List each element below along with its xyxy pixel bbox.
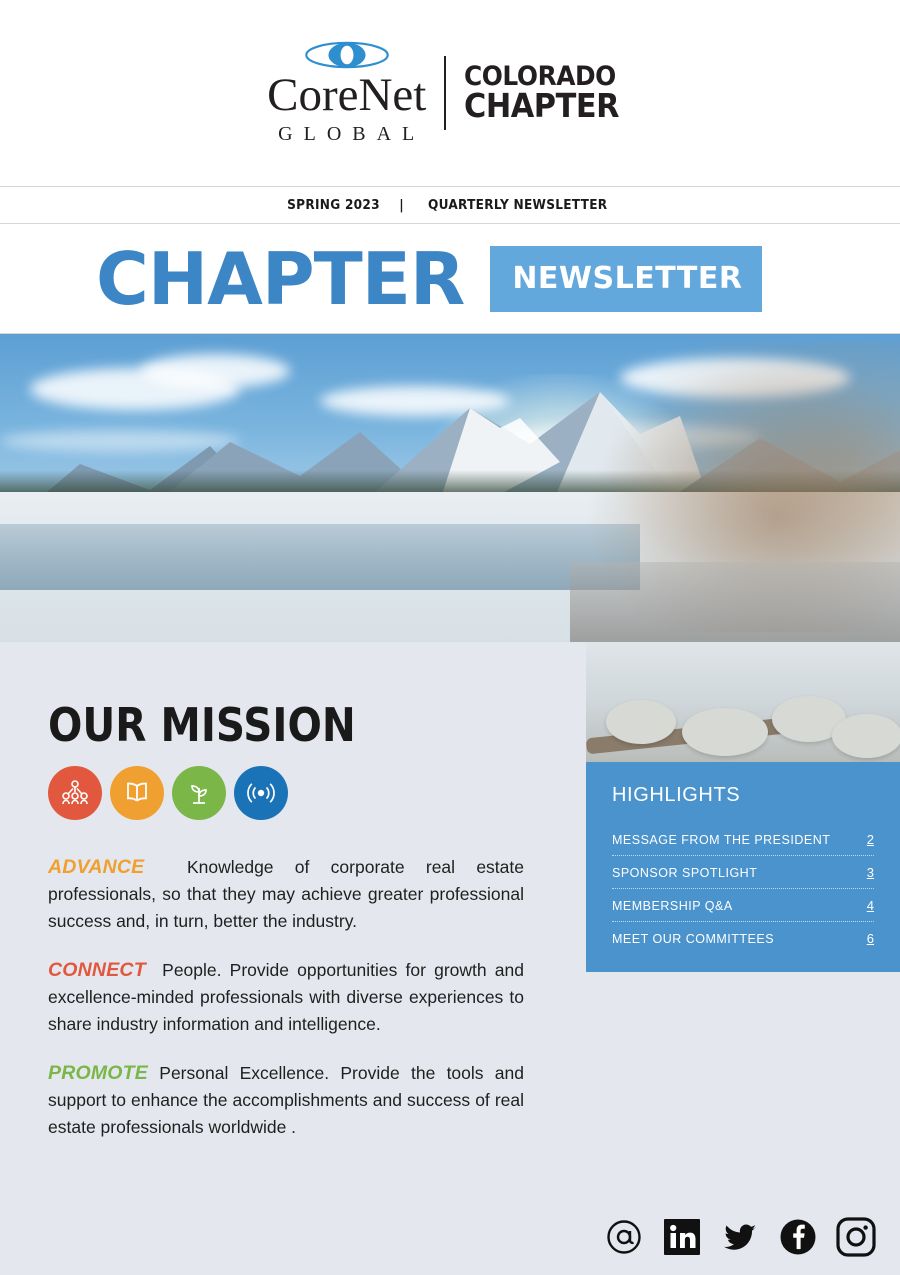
- page-title: CHAPTER: [96, 236, 465, 321]
- masthead: [0, 0, 900, 187]
- rock-shape: [832, 714, 900, 758]
- corenet-eye-logo: [304, 40, 390, 70]
- mission-text-connect: People. Provide opportunities for growth and excellence-minded professionals with diverse experiences to share industry information and intelligence.: [48, 960, 524, 1034]
- instagram-icon[interactable]: [834, 1215, 878, 1259]
- open-book-icon: [110, 766, 164, 820]
- mission-paragraph-promote: [48, 1060, 524, 1141]
- chapter-name: [464, 60, 633, 126]
- mission-keyword-advance: ADVANCE: [48, 856, 145, 878]
- rock-shape: [606, 700, 676, 744]
- hero-photo-continuation: [586, 642, 900, 762]
- chapter-word: CHAPTER: [464, 86, 620, 126]
- broadcast-signal-icon: [234, 766, 288, 820]
- highlights-item-label: MEMBERSHIP Q&A: [612, 898, 733, 913]
- logo-corenet-text: CoreNet: [267, 69, 427, 121]
- logo-global-text: GLOBAL: [278, 123, 426, 145]
- highlights-box: [586, 762, 900, 972]
- twitter-icon[interactable]: [718, 1215, 762, 1259]
- mission-icon-row: [48, 766, 524, 820]
- network-people-icon: [48, 766, 102, 820]
- snowy-rocks: [570, 562, 900, 642]
- chapter-state: COLORADO: [464, 60, 617, 92]
- facebook-icon[interactable]: [776, 1215, 820, 1259]
- hero-photo: [0, 334, 900, 642]
- mission-heading: OUR MISSION: [48, 698, 356, 752]
- highlights-item[interactable]: [612, 922, 874, 954]
- mission-text-advance: Knowledge of corporate real estate professionals, so that they may achieve greater professional success and, in turn, better the industry.: [48, 857, 524, 931]
- highlights-item[interactable]: [612, 889, 874, 922]
- issue-separator: |: [399, 197, 405, 213]
- mission-paragraph-advance: [48, 854, 524, 935]
- highlights-item-page[interactable]: 4: [866, 898, 874, 913]
- highlights-item-page[interactable]: 3: [866, 865, 874, 880]
- linkedin-icon[interactable]: [660, 1215, 704, 1259]
- issue-type: QUARTERLY NEWSLETTER: [428, 197, 608, 213]
- growing-plant-icon: [172, 766, 226, 820]
- mission-keyword-promote: PROMOTE: [48, 1062, 148, 1084]
- issue-date: SPRING 2023: [287, 197, 381, 213]
- highlights-title: HIGHLIGHTS: [612, 784, 741, 806]
- highlights-item[interactable]: [612, 823, 874, 856]
- highlights-item[interactable]: [612, 856, 874, 889]
- logo-divider: [444, 56, 446, 130]
- highlights-item-page[interactable]: 2: [866, 832, 874, 847]
- email-at-icon[interactable]: [602, 1215, 646, 1259]
- newsletter-badge: NEWSLETTER: [490, 246, 762, 312]
- frozen-lake: [0, 524, 640, 590]
- highlights-item-label: MESSAGE FROM THE PRESIDENT: [612, 832, 831, 847]
- mission-paragraph-connect: [48, 957, 524, 1038]
- social-links: [602, 1215, 878, 1259]
- corenet-global-logo: [267, 40, 426, 146]
- rock-shape: [682, 708, 768, 756]
- title-band: [0, 224, 900, 334]
- highlights-item-page[interactable]: 6: [866, 931, 874, 946]
- lower-section: [0, 642, 900, 1275]
- mission-keyword-connect: CONNECT: [48, 959, 146, 981]
- mission-text-promote: Personal Excellence. Provide the tools and support to enhance the accomplishments and success of real estate professionals worldwide .: [48, 1063, 524, 1137]
- mission-column: [0, 642, 586, 1275]
- highlights-item-label: SPONSOR SPOTLIGHT: [612, 865, 758, 880]
- highlights-item-label: MEET OUR COMMITTEES: [612, 931, 775, 946]
- issue-bar: [0, 187, 900, 224]
- chapter-logo: [267, 40, 633, 146]
